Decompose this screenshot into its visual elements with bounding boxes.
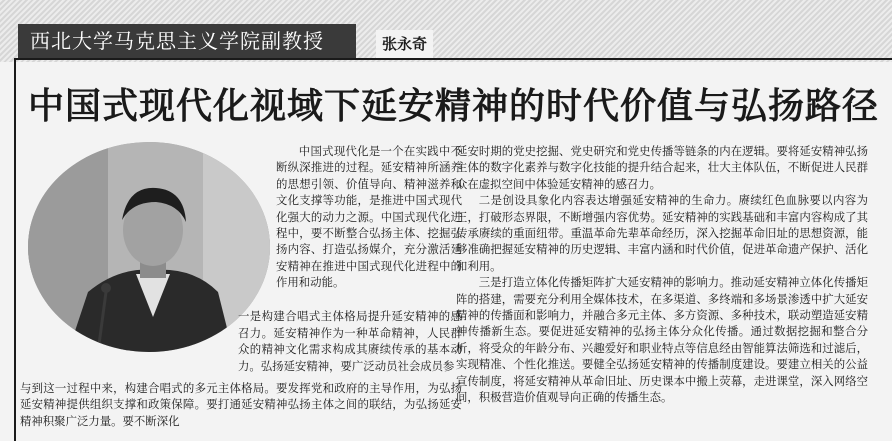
author-portrait-photo	[28, 142, 270, 352]
left-column-text	[276, 143, 462, 291]
right-column-text	[456, 143, 868, 406]
bottom-left-text	[20, 380, 462, 429]
right-paragraph-1: 延安时期的党史挖掘、党史研究和党史传播等链条的内在逻辑。要将延安精神弘扬主体的数字化素养与数字化技能的提升结合起来，壮大主体队伍，不断促进人民群众在虚拟空间中体验延安精神的感召力。	[456, 144, 868, 191]
portrait-illustration	[28, 142, 270, 352]
intro-paragraph: 中国式现代化是一个在实践中不断纵深推进的过程。延安精神所涵养的思想引领、价值导向、精神滋养和文化支撑等功能，是推进中国式现代化强大的动力之源。中国式现代化进程中，要不断整合弘扬主体、挖掘弘扬内容、打造弘扬媒介，充分激活延安精神在推进中国式现代化进程中的作用和动能。	[276, 144, 462, 290]
section-one-paragraph: 一是构建合唱式主体格局提升延安精神的感召力。延安精神作为一种革命精神，人民群众的精神文化需求构成其赓续传承的基本动力。弘扬延安精神，要广泛动员社会成员参	[238, 309, 462, 373]
article-headline: 中国式现代化视域下延安精神的时代价值与弘扬路径	[28, 85, 880, 127]
author-name: 张永奇	[376, 30, 433, 58]
section-one-continued: 与到这一过程中来，构建合唱式的多元主体格局。要发挥党和政府的主导作用，为弘扬延安精神提供组织支撑和政策保障。要打通延安精神弘扬主体之间的联结，为弘扬延安精神积聚广泛力量。要不断深化	[20, 381, 462, 428]
author-title-tag: 西北大学马克思主义学院副教授	[18, 24, 356, 58]
right-paragraph-3: 三是打造立体化传播矩阵扩大延安精神的影响力。推动延安精神立体化传播矩阵的搭建，需要充分利用全媒体技术，在多渠道、多终端和多场景渗透中扩大延安精神的传播面和影响力，并融合多元主体、多方资源、多种技术，联动塑造延安精神传播新生态。要促进延安精神的弘扬主体分众化传播。通过数据挖掘和整合分析，将受众的年龄分布、兴趣爱好和职业特点等信息经由智能算法筛选和过滤后，实现精准、个性化推送。要健全弘扬延安精神的传播制度建设。要建立相关的公益宣传制度，将延安精神从革命旧址、历史课本中搬上荧幕，走进课堂，深入网络空间，积极营造价值观导向正确的传播生态。	[456, 275, 868, 405]
right-paragraph-2: 二是创设具象化内容表达增强延安精神的生命力。赓续红色血脉要以内容为王，打破形态界限，不断增强内容优势。延安精神的实践基础和丰富内容构成了其传承赓续的重面纽带。重温革命先辈革命经历，深入挖掘革命旧址的思想资源，能够准确把握延安精神的历史逻辑、丰富内涵和时代价值，促进革命遗产保护、活化和利用。	[456, 193, 868, 273]
frame-top-rule	[14, 58, 892, 60]
middle-column-text	[238, 297, 462, 385]
frame-left-rule	[14, 58, 16, 441]
